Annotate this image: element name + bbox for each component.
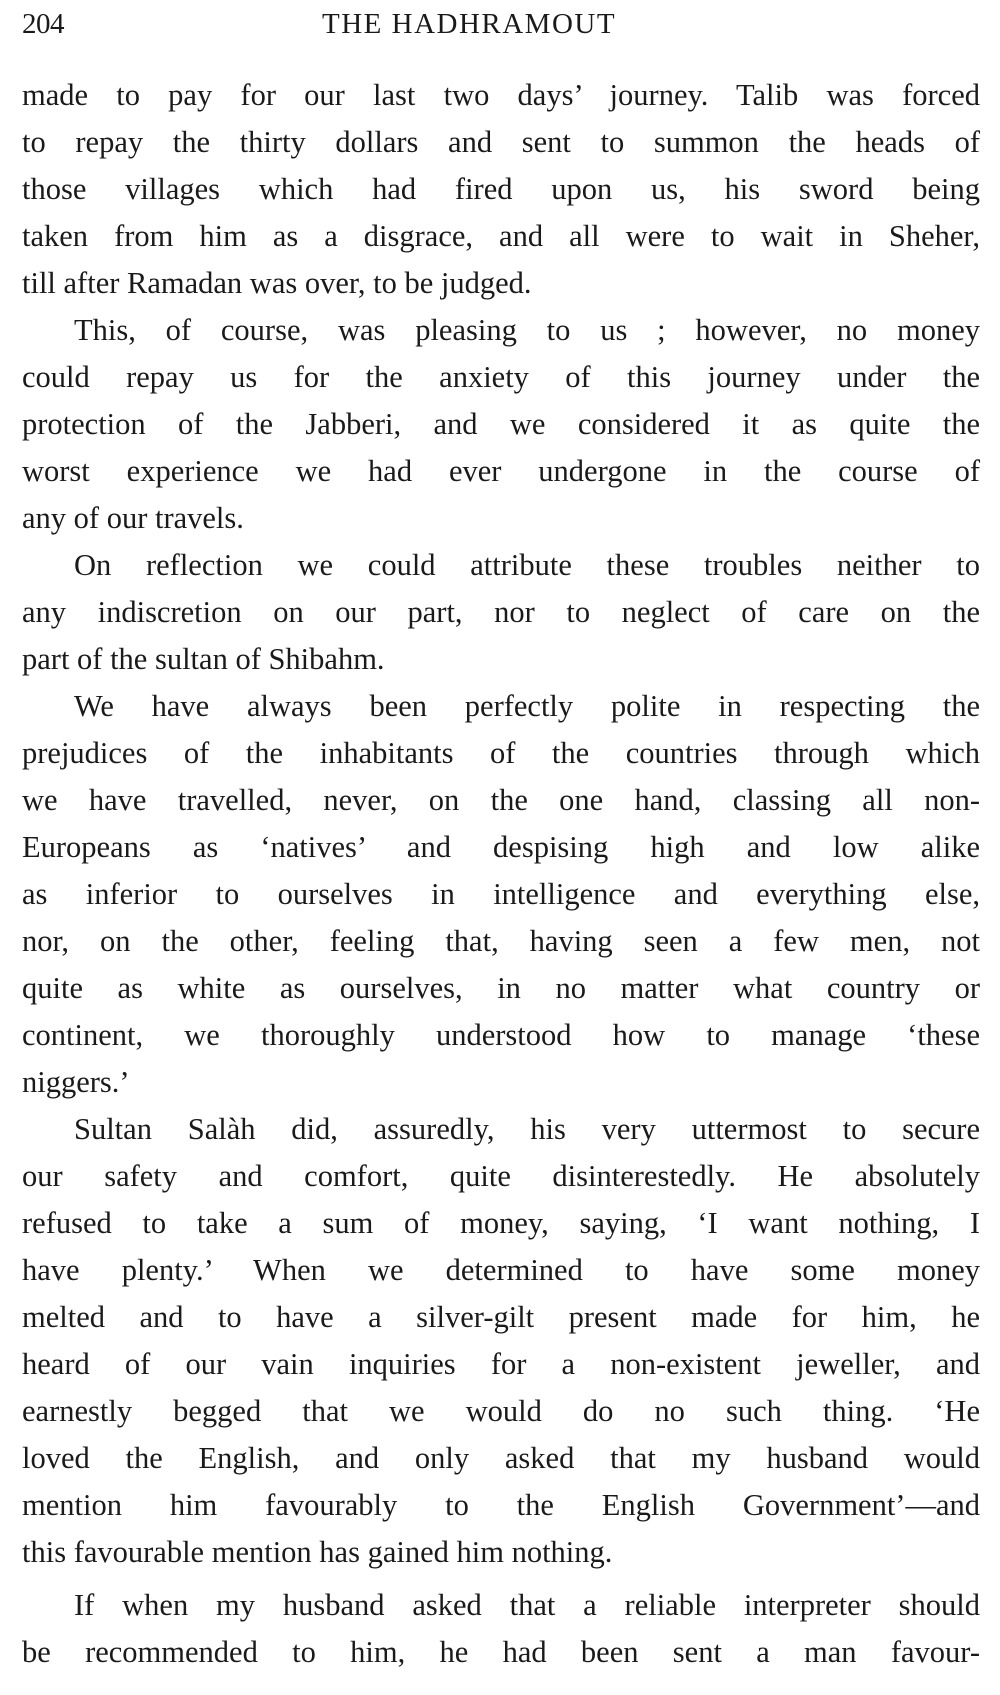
text-line: earnestly begged that we would do no such thing. ‘He: [22, 1394, 980, 1428]
text-line: On reflection we could attribute these troubles neither to: [74, 548, 980, 582]
text-line: any of our travels.: [22, 501, 244, 535]
text-line: we have travelled, never, on the one hand, classing all non-: [22, 783, 980, 817]
text-line: niggers.’: [22, 1065, 130, 1099]
text-line: Europeans as ‘natives’ and despising high and low alike: [22, 830, 980, 864]
text-line: could repay us for the anxiety of this journey under the: [22, 360, 980, 394]
text-line: We have always been perfectly polite in respecting the: [74, 689, 980, 723]
text-line: worst experience we had ever undergone in the course of: [22, 454, 980, 488]
text-line: melted and to have a silver-gilt present made for him, he: [22, 1300, 980, 1334]
page-header: [22, 8, 972, 48]
text-line: continent, we thoroughly understood how to manage ‘these: [22, 1018, 980, 1052]
text-line: quite as white as ourselves, in no matter what country or: [22, 971, 980, 1005]
text-line: refused to take a sum of money, saying, ‘I want nothing, I: [22, 1206, 980, 1240]
text-line: those villages which had fired upon us, his sword being: [22, 172, 980, 206]
text-line: made to pay for our last two days’ journey. Talib was forced: [22, 78, 980, 112]
running-title: THE HADHRAMOUT: [322, 8, 617, 40]
text-line: be recommended to him, he had been sent a man favour-: [22, 1635, 980, 1669]
text-line: Sultan Salàh did, assuredly, his very uttermost to secure: [74, 1112, 980, 1146]
body-text: [22, 72, 980, 1676]
text-line: loved the English, and only asked that my husband would: [22, 1441, 980, 1475]
text-line: part of the sultan of Shibahm.: [22, 642, 385, 676]
page-number: 204: [22, 8, 64, 40]
text-line: This, of course, was pleasing to us ; however, no money: [74, 313, 980, 347]
text-line: nor, on the other, feeling that, having seen a few men, not: [22, 924, 980, 958]
text-line: protection of the Jabberi, and we considered it as quite the: [22, 407, 980, 441]
text-line: to repay the thirty dollars and sent to summon the heads of: [22, 125, 980, 159]
text-line: heard of our vain inquiries for a non-existent jeweller, and: [22, 1347, 980, 1381]
text-line: have plenty.’ When we determined to have some money: [22, 1253, 980, 1287]
text-line: mention him favourably to the English Government’—and: [22, 1488, 980, 1522]
text-line: any indiscretion on our part, nor to neglect of care on the: [22, 595, 980, 629]
text-line: If when my husband asked that a reliable interpreter should: [74, 1588, 980, 1622]
text-line: our safety and comfort, quite disinterestedly. He absolutely: [22, 1159, 980, 1193]
text-line: till after Ramadan was over, to be judged.: [22, 266, 532, 300]
text-line: prejudices of the inhabitants of the countries through which: [22, 736, 980, 770]
text-line: as inferior to ourselves in intelligence and everything else,: [22, 877, 980, 911]
text-line: taken from him as a disgrace, and all were to wait in Sheher,: [22, 219, 980, 253]
text-line: this favourable mention has gained him nothing.: [22, 1535, 613, 1569]
